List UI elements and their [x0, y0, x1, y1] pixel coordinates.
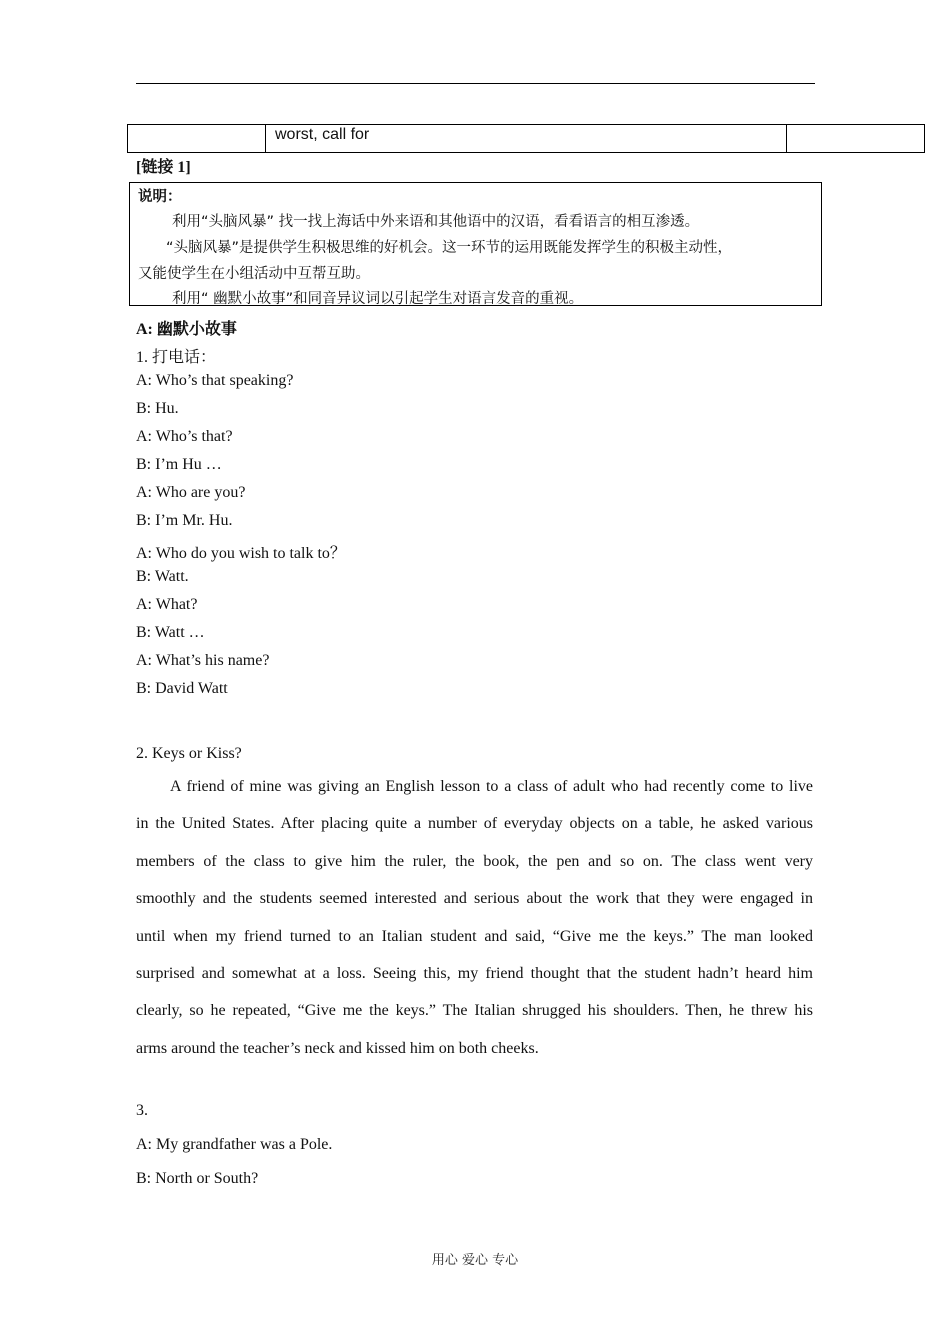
dialogue-line: B: Watt. [136, 568, 189, 585]
dialogue-line: B: I’m Hu … [136, 456, 222, 473]
table-cell-right [787, 125, 924, 152]
link-heading: [链接 1] [136, 159, 191, 176]
section-a-heading: A: 幽默小故事 [136, 321, 237, 338]
story2-title: 2. Keys or Kiss? [136, 745, 242, 762]
dialogue-line: B: Hu. [136, 400, 179, 417]
dialogue-line: A: My grandfather was a Pole. [136, 1136, 333, 1153]
dialogue-line: A: Who’s that? [136, 428, 233, 445]
note-line: 又能使学生在小组活动中互帮互助。 [138, 266, 370, 282]
dialogue-line: B: North or South? [136, 1170, 259, 1187]
dialogue-line: A: Who do you wish to talk to？ [136, 545, 346, 562]
header-rule [136, 83, 815, 84]
note-line: 利用“ 幽默小故事”和同音异议词以引起学生对语言发音的重视。 [172, 291, 584, 307]
paragraph-line: smoothly and the students seemed interested and serious about the work that they were engaged in [136, 890, 813, 907]
top-table [127, 124, 925, 153]
note-line: “头脑风暴”是提供学生积极思维的好机会。这一环节的运用既能发挥学生的积极主动性， [166, 240, 733, 256]
table-cell-left [128, 125, 266, 152]
dialogue-line: A: What’s his name? [136, 652, 270, 669]
paragraph-line: until when my friend turned to an Italian student and said, “Give me the keys.” The man looked [136, 928, 813, 945]
paragraph-line: arms around the teacher’s neck and kissed him on both cheeks. [136, 1040, 539, 1057]
paragraph-line: members of the class to give him the ruler, the book, the pen and so on. The class went very [136, 853, 813, 870]
paragraph-line: A friend of mine was giving an English lesson to a class of adult who had recently come to live [170, 778, 813, 795]
dialogue-line: A: Who’s that speaking? [136, 372, 294, 389]
dialogue-line: B: David Watt [136, 680, 228, 697]
note-title: 说明： [138, 189, 182, 205]
table-cell-text: worst, call for [275, 126, 370, 143]
story1-title: 1. 打电话： [136, 349, 217, 366]
dialogue-line: B: Watt … [136, 624, 205, 641]
paragraph-line: clearly, so he repeated, “Give me the keys.” The Italian shrugged his shoulders. Then, he threw his [136, 1002, 813, 1019]
paragraph-line: surprised and somewhat at a loss. Seeing this, my friend thought that the student hadn’t heard him [136, 965, 813, 982]
paragraph-line: in the United States. After placing quite a number of everyday objects on a table, he asked various [136, 815, 813, 832]
story3-title: 3. [136, 1102, 148, 1119]
note-line: 利用“头脑风暴” 找一找上海话中外来语和其他语中的汉语，看看语言的相互渗透。 [172, 214, 700, 230]
dialogue-line: B: I’m Mr. Hu. [136, 512, 233, 529]
table-cell-middle [266, 125, 787, 152]
page-footer: 用心 爱心 专心 [431, 1253, 519, 1268]
dialogue-line: A: Who are you? [136, 484, 246, 501]
note-box [129, 182, 822, 306]
dialogue-line: A: What? [136, 596, 198, 613]
